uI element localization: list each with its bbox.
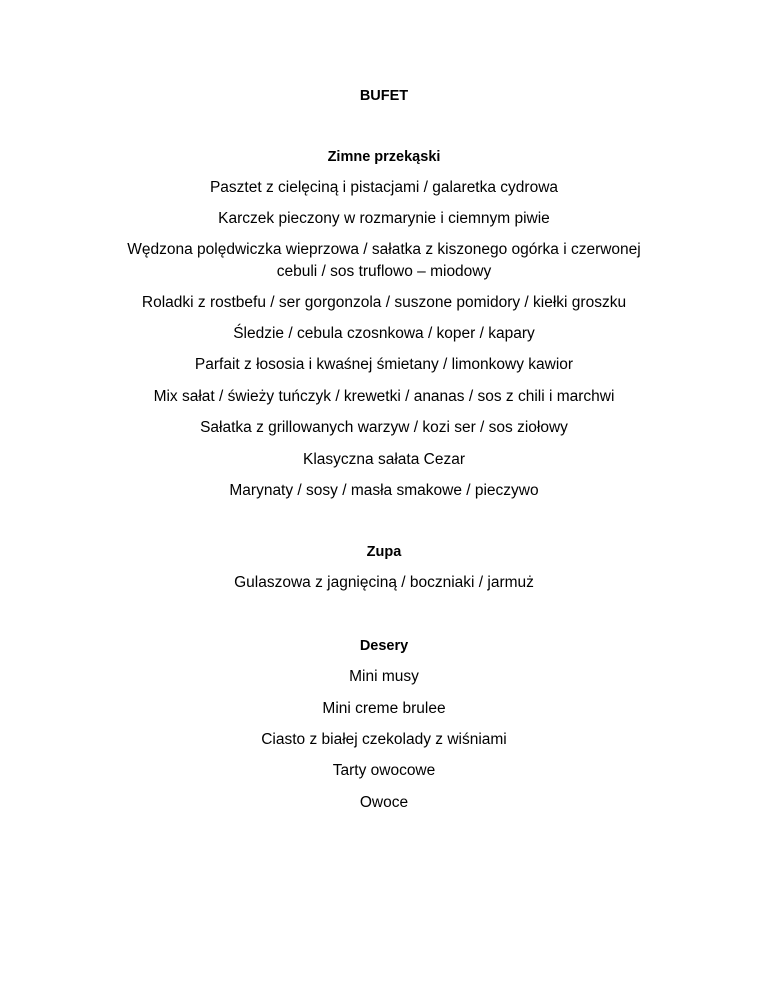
menu-item: Gulaszowa z jagnięciną / boczniaki / jarmuż (234, 574, 534, 591)
menu-item: Mini musy (349, 668, 419, 685)
menu-item: Klasyczna sałata Cezar (303, 451, 465, 468)
menu-item: Sałatka z grillowanych warzyw / kozi ser / sos ziołowy (200, 419, 568, 436)
menu-item: Marynaty / sosy / masła smakowe / pieczywo (229, 482, 539, 499)
section-heading-desserts: Desery (359, 638, 409, 654)
menu-item: Ciasto z białej czekolady z wiśniami (261, 731, 507, 748)
menu-title: BUFET (359, 88, 409, 104)
section-heading-soup: Zupa (366, 544, 402, 560)
menu-item: Owoce (359, 794, 409, 811)
menu-item: Wędzona polędwiczka wieprzowa / sałatka z kiszonego ogórka i czerwonej cebuli / sos truflowo – miodowy (127, 241, 641, 280)
menu-item: Śledzie / cebula czosnkowa / koper / kapary (233, 325, 535, 342)
menu-item: Tarty owocowe (332, 762, 436, 779)
menu-item: Roladki z rostbefu / ser gorgonzola / suszone pomidory / kiełki groszku (141, 294, 627, 311)
menu-item: Mix sałat / świeży tuńczyk / krewetki / ananas / sos z chili i marchwi (153, 388, 615, 405)
menu-item: Pasztet z cielęciną i pistacjami / galaretka cydrowa (209, 179, 559, 196)
menu-item: Mini creme brulee (322, 700, 446, 717)
menu-item: Parfait z łososia i kwaśnej śmietany / limonkowy kawior (194, 356, 574, 373)
section-heading-cold-starters: Zimne przekąski (327, 149, 441, 165)
menu-item: Karczek pieczony w rozmarynie i ciemnym piwie (218, 210, 550, 227)
